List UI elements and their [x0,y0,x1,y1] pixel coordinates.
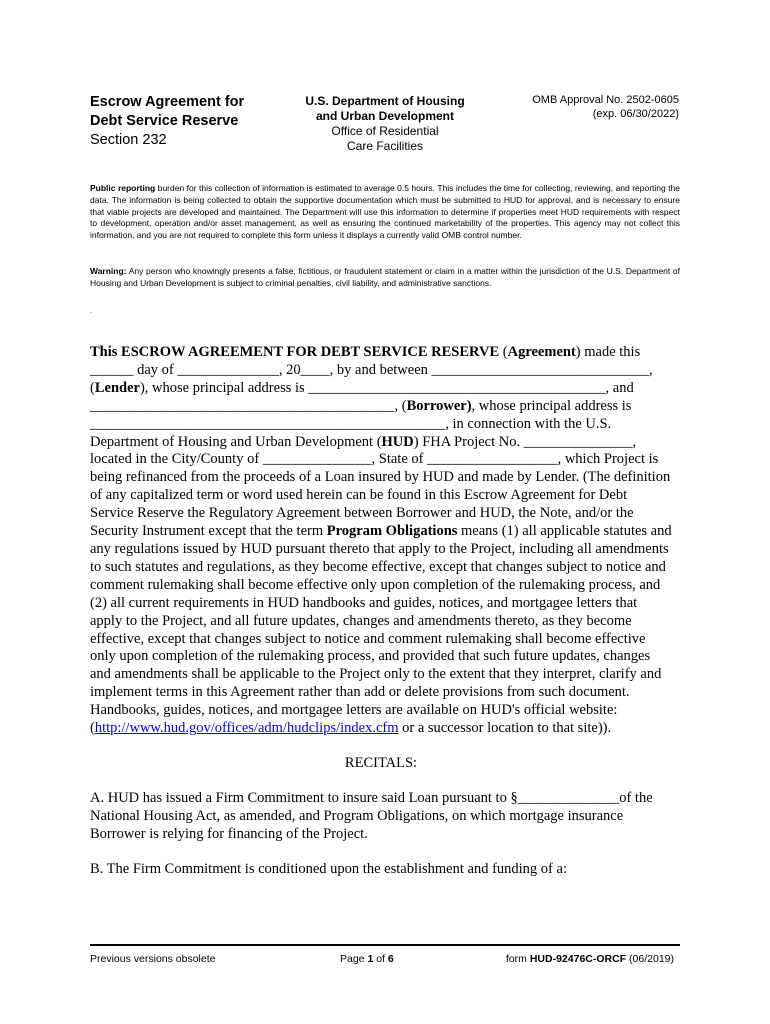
omb-expiration: (exp. 06/30/2022) [592,108,679,120]
form-title-block [90,93,280,150]
warning-notice [90,266,680,290]
warning-label: Warning: [90,266,127,276]
public-reporting-text: burden for this collection of information is estimated to average 0.5 hours. This includes the time for collecting, reviewing, and reporting the data. The information is being collected to obtain the supportive documentation which must be submitted to HUD for approval, and is necessary to ensure that viable projects are developed and maintained. The Department will use this information to determine if properties meet HUD requirements with respect to development, operation and/or asset management, as well as ensuring the continued marketability of the properties. This agency may not collect this information, and you are not required to complete this form unless it displays a currently valid OMB control number. [90,183,681,241]
agreement-body [90,344,672,878]
page-label: Page [340,953,368,965]
office-line1: Office of Residential [331,124,439,138]
warning-text: Any person who knowingly presents a false, fictitious, or fraudulent statement or claim in a matter within the jurisdiction of the U.S. Department of Housing and Urban Development is subject to criminal penalties, civil liability, and administrative sanctions. [90,266,680,288]
page-indicator [340,953,394,966]
page-current: 1 [367,953,374,965]
footer-obsolete-note: Previous versions obsolete [90,953,216,965]
page-of: of [373,953,388,965]
agreement-text: ) FHA Project No. _______________, located in the City/County of _______________, State of __________________, which Project is being refinanced from the proceeds of a Loan insured by HUD and made by Lender. (The definition of any capitalized term or word used herein can be found in this Escrow Agreement for Debt Service Reserve the Regulatory Agreement between Borrower and HUD, the Note, and/or the Security Instrument except that the term [90,433,671,540]
agreement-text: ), whose principal address is _________________________________________, and __________________________________________, ( [90,379,634,414]
agreement-text: means (1) all applicable statutes and any regulations issued by HUD pursuant thereto that apply to the Project, including all amendments to such statutes and regulations, as they become effective, except that changes subject to notice and comment rulemaking shall become effective only upon completion of the rulemaking process, and (2) all current requirements in HUD handbooks and guides, notices, and mortgagee letters that apply to the Project, and all future updates, changes and amendments thereto, as they become effective, except that changes subject to notice and comment rulemaking shall become effective only upon completion of the rulemaking process, and provided that such future updates, changes and amendments shall be applicable to the Project only to the extent that they interpret, clarify and implement terms in this Agreement rather than add or delete provisions from such document. Handbooks, guides, notices, and mortgagee letters are available on HUD's official website: ( [90,523,672,737]
agreement-text: or a successor location to that site)). [398,720,612,737]
page-total: 6 [387,953,394,965]
agreement-text: , whose principal address is _________________________________________________, in connection with the U.S. Department of Housing and Urban Development ( [90,397,632,450]
form-prefix: form [505,953,530,965]
agreement-term: Agreement [507,344,576,360]
agreement-text: ( [499,344,508,360]
hud-term: HUD [381,433,414,450]
hudclips-link[interactable]: http://www.hud.gov/offices/adm/hudclips/index.cfm [94,720,399,737]
program-obligations-term: Program Obligations [326,523,458,540]
stray-mark: . [90,306,93,315]
form-title-line1: Escrow Agreement for [90,94,245,110]
footer-rule [90,944,680,946]
omb-approval: OMB Approval No. 2502-0605 [532,94,679,106]
agreement-paragraph [90,344,672,738]
agreement-intro: This ESCROW AGREEMENT FOR DEBT SERVICE RESERVE [90,344,500,360]
public-reporting-label: Public reporting [90,183,156,193]
public-reporting-notice [90,183,680,242]
form-section: Section 232 [90,132,167,148]
lender-term: Lender [94,379,140,396]
recital-b: B. The Firm Commitment is conditioned upon the establishment and funding of a: [90,860,567,877]
agency-line2: and Urban Development [315,109,455,123]
agency-line1: U.S. Department of Housing [305,94,465,108]
agreement-text: ) made this ______ day of ______________, 20____, by and between ______________________________, ( [90,344,653,396]
office-line2: Care Facilities [346,139,424,153]
recital-a: A. HUD has issued a Firm Commitment to insure said Loan pursuant to §______________of the National Housing Act, as amended, and Program Obligations, on which mortgage insurance Borrower is relying for financing of the Project. [90,789,653,842]
form-id: HUD-92476C-ORCF [529,953,627,965]
agency-block [290,94,480,154]
form-date: (06/2019) [626,953,674,965]
omb-block [500,93,679,121]
borrower-term: Borrower) [406,397,472,414]
form-title-line2: Debt Service Reserve [90,113,239,129]
form-number [506,953,674,966]
recitals-heading: RECITALS: [344,754,418,771]
